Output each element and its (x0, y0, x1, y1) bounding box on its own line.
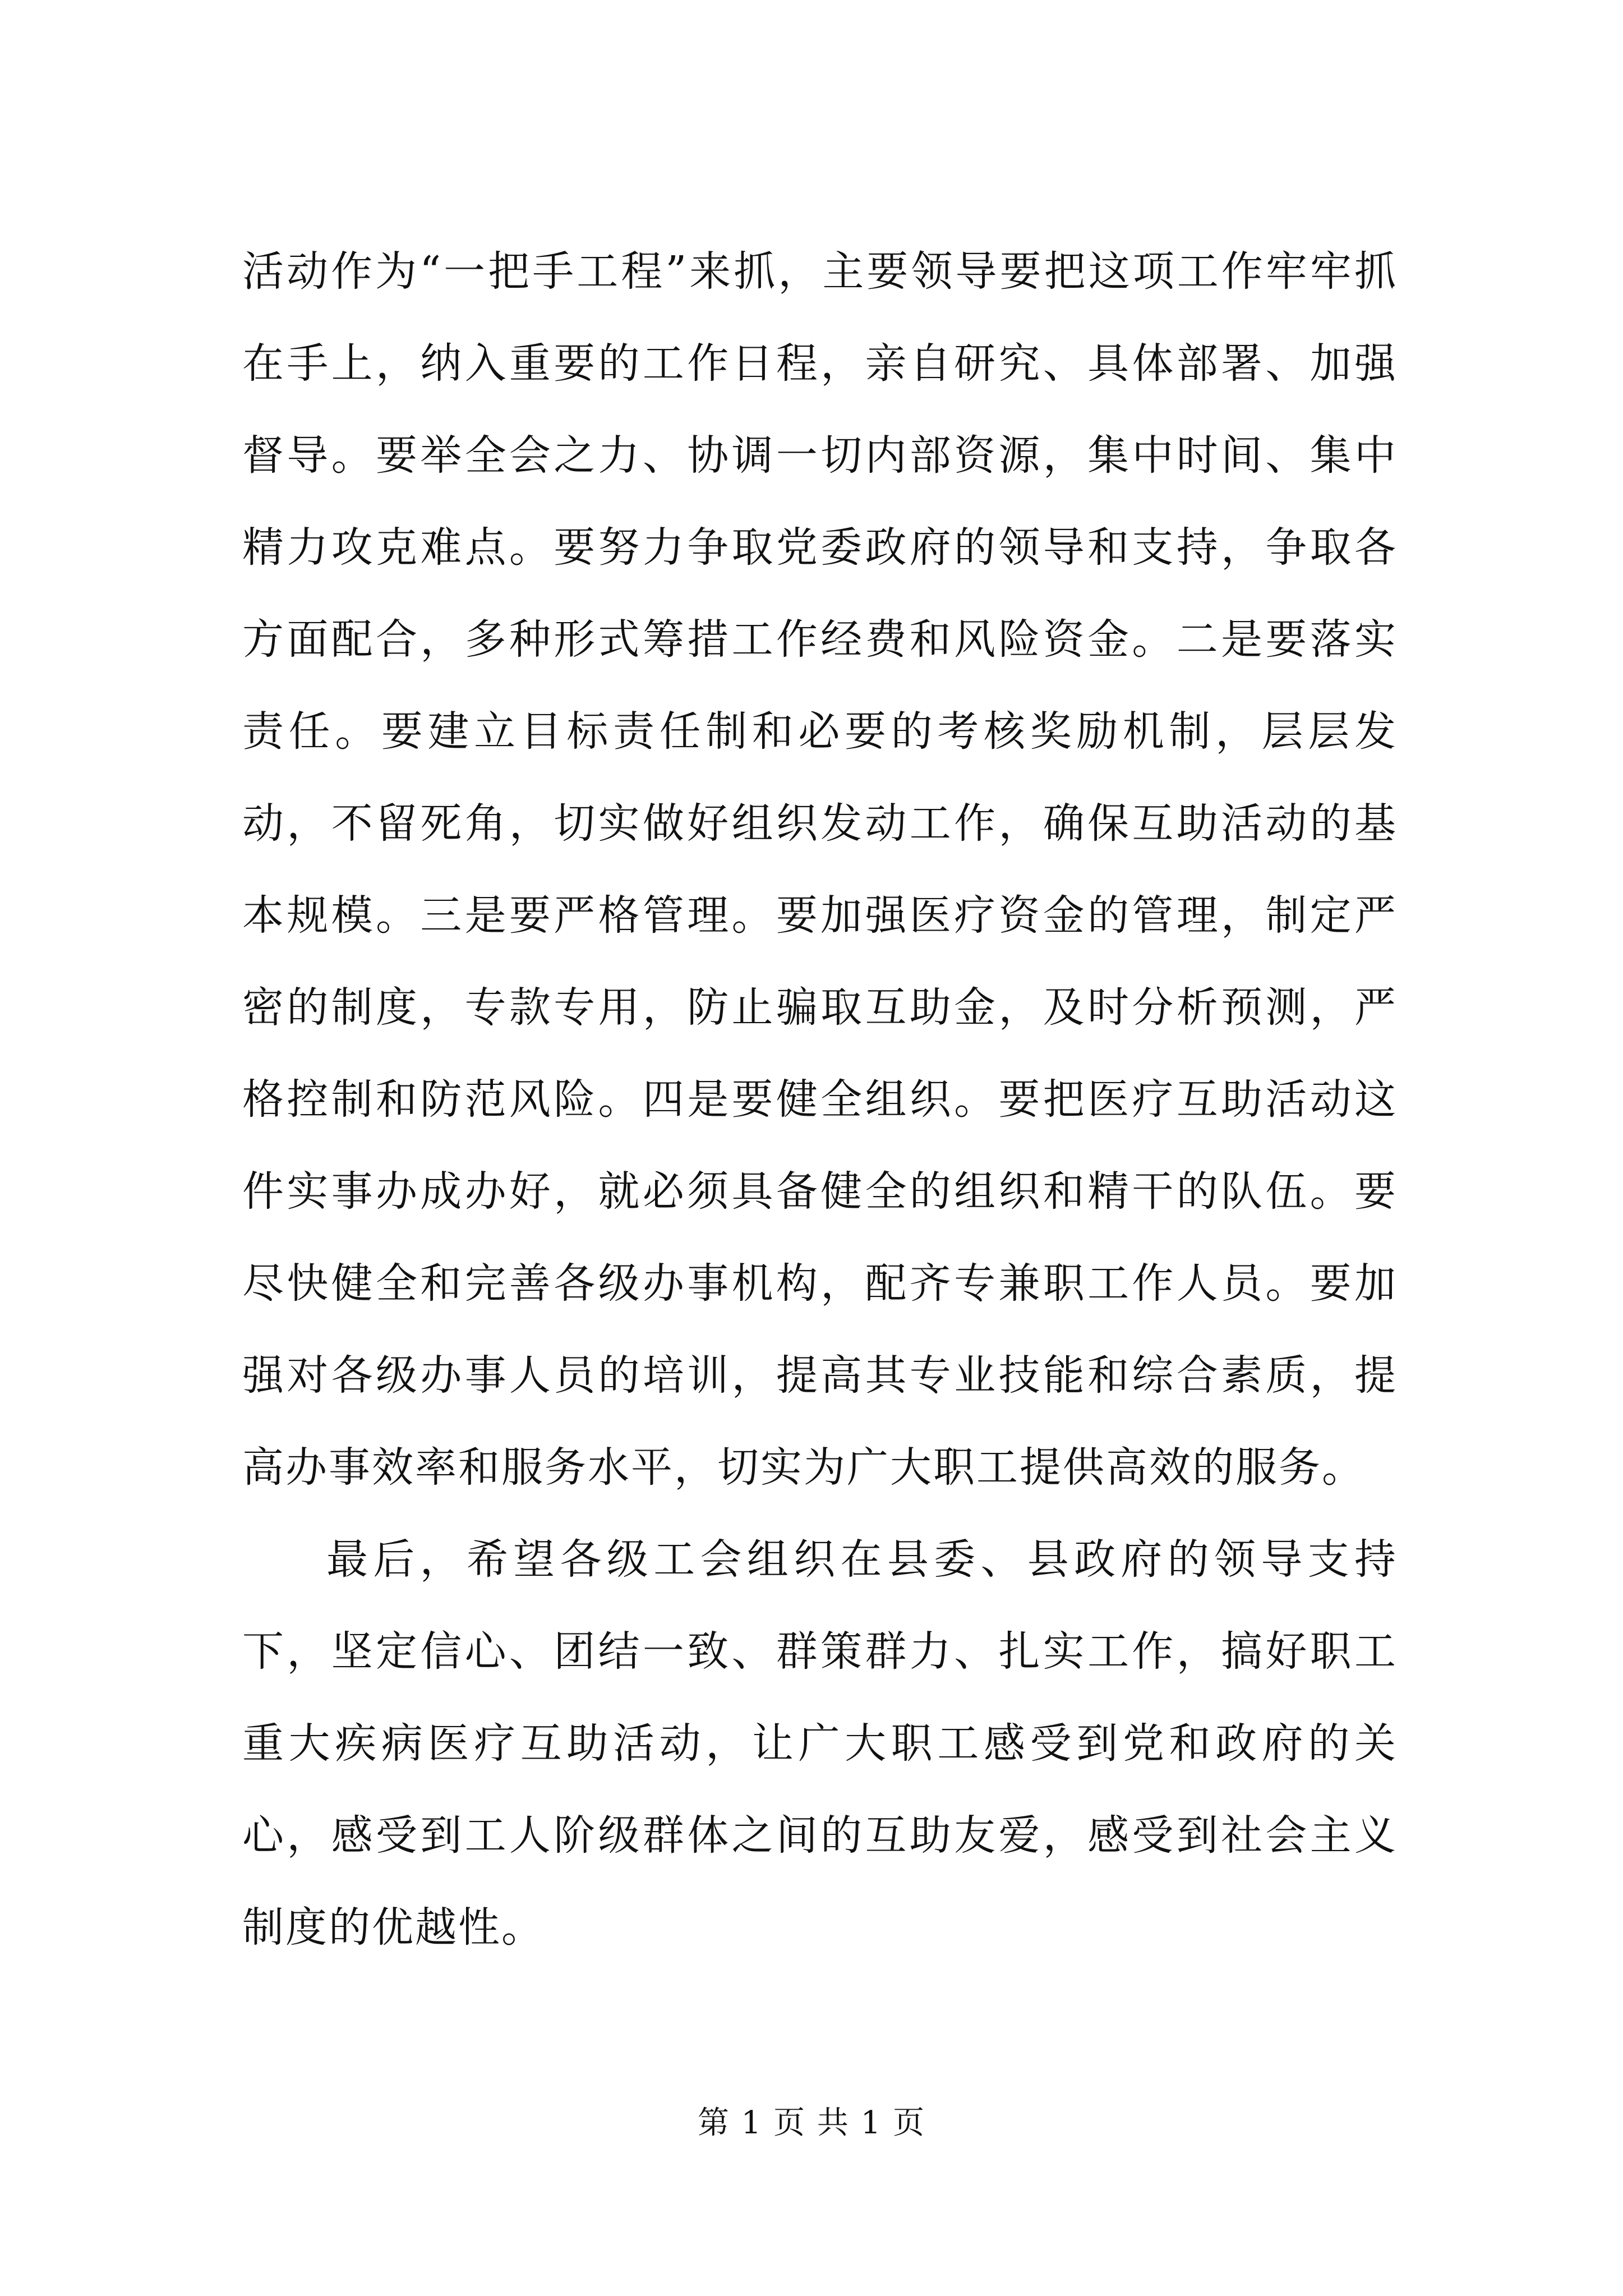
paragraph-2: 最后，希望各级工会组织在县委、县政府的领导支持下，坚定信心、团结一致、群策群力、扎实工作，搞好职工重大疾病医疗互助活动，让广大职工感受到党和政府的关心，感受到工人阶级群体之间的互助友爱，感受到社会主义制度的优越性。 (242, 1535, 1398, 1952)
page-footer: 第 1 页 共 1 页 (697, 2105, 926, 2141)
document-body (242, 226, 1398, 1973)
paragraph-1: 活动作为“一把手工程”来抓，主要领导要把这项工作牢牢抓在手上，纳入重要的工作日程，亲自研究、具体部署、加强督导。要举全会之力、协调一切内部资源，集中时间、集中精力攻克难点。要努力争取党委政府的领导和支持，争取各方面配合，多种形式筹措工作经费和风险资金。二是要落实责任。要建立目标责任制和必要的考核奖励机制，层层发动，不留死角，切实做好组织发动工作，确保互助活动的基本规模。三是要严格管理。要加强医疗资金的管理，制定严密的制度，专款专用，防止骗取互助金，及时分析预测，严格控制和防范风险。四是要健全组织。要把医疗互助活动这件实事办成办好，就必须具备健全的组织和精干的队伍。要尽快健全和完善各级办事机构，配齐专兼职工作人员。要加强对各级办事人员的培训，提高其专业技能和综合素质，提高办事效率和服务水平，切实为广大职工提供高效的服务。 (242, 247, 1398, 1492)
